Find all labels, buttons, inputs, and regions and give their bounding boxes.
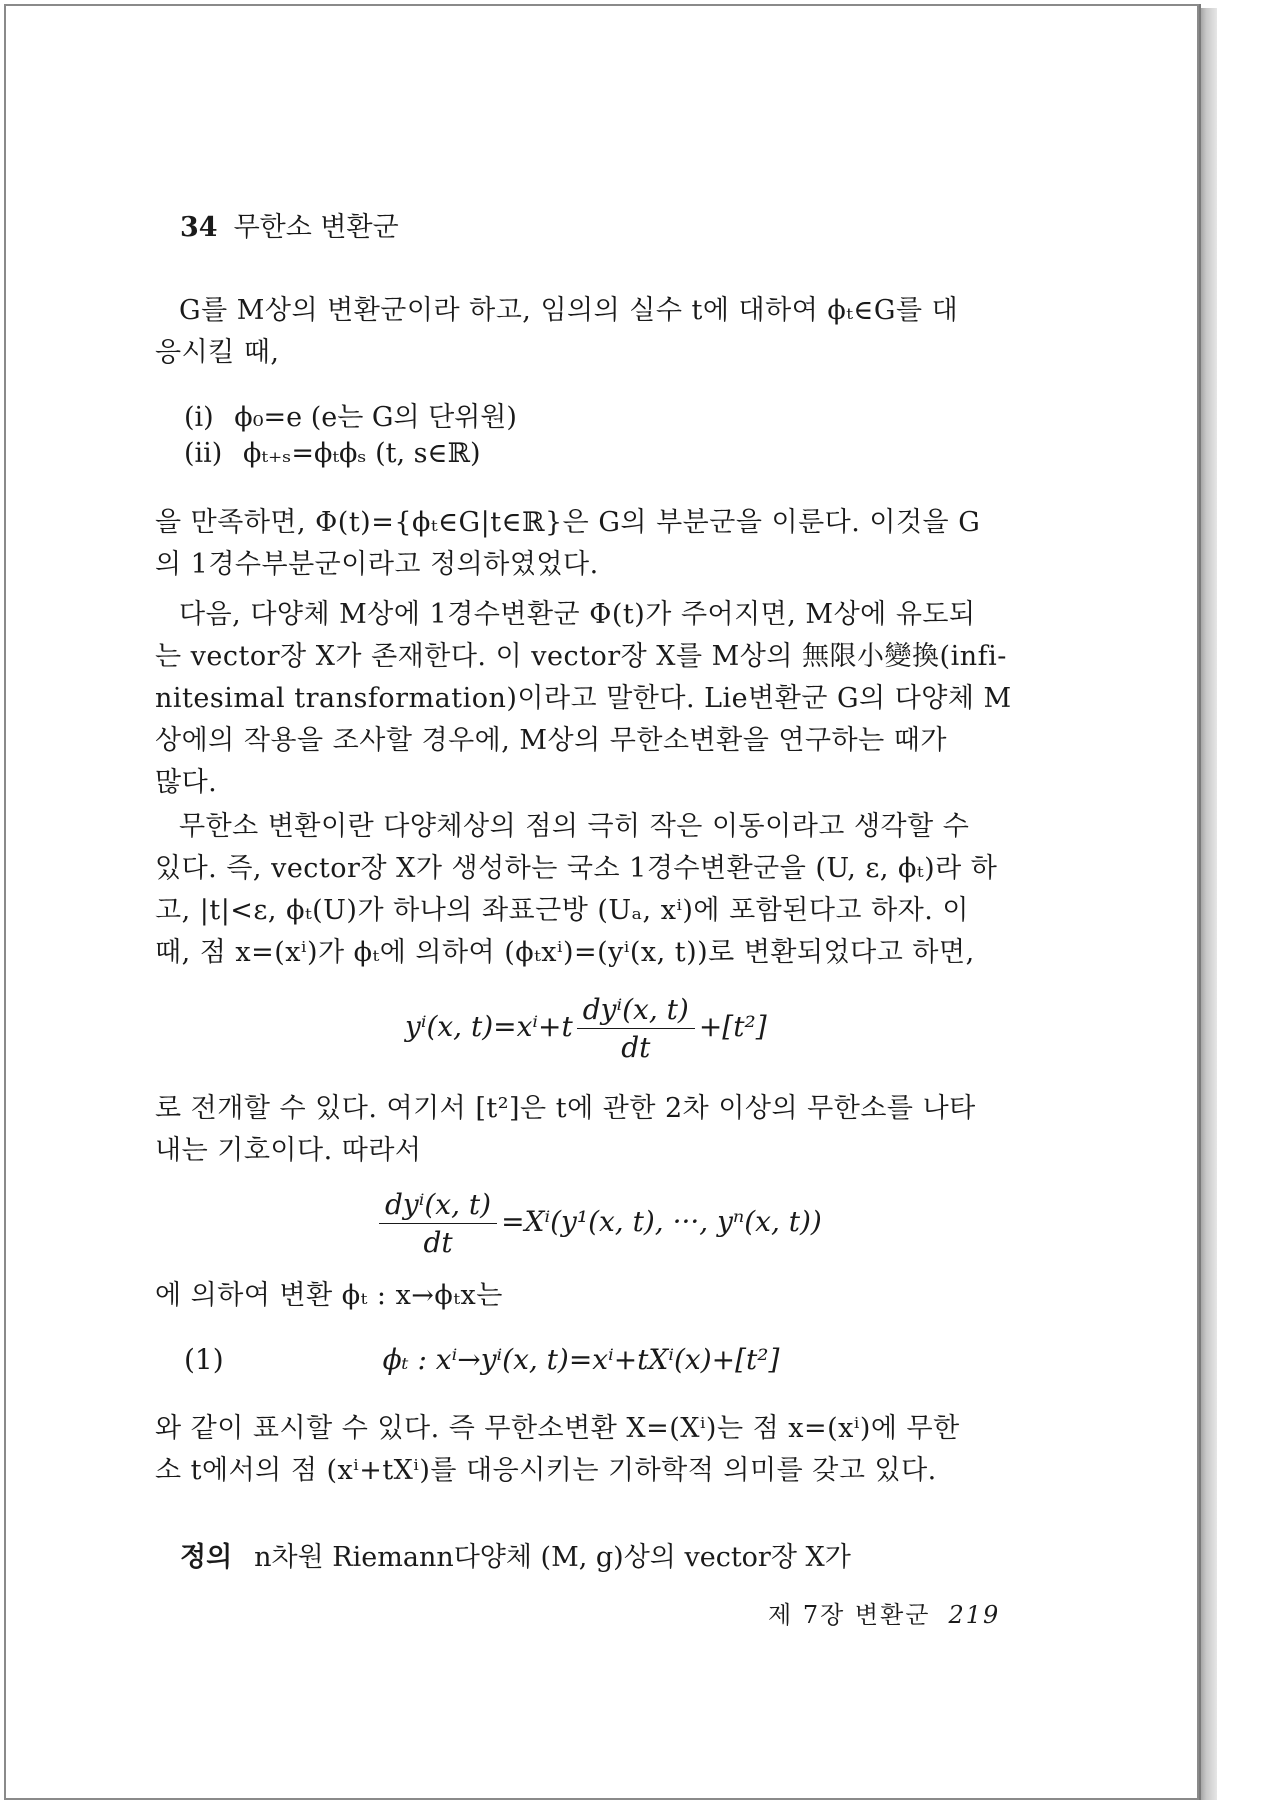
eq-number: (1) — [184, 1343, 224, 1376]
eq-rhs: +[t²] — [698, 1010, 767, 1043]
condition-label: (ii) — [184, 438, 223, 469]
paragraph-3 — [155, 594, 1025, 804]
text-line: 때, 점 x=(xⁱ)가 ϕₜ에 의하여 (ϕₜxⁱ)=(yⁱ(x, t))로 변환되었다고 하면, — [155, 937, 975, 968]
section-number: 34 — [180, 212, 218, 243]
paragraph-5 — [155, 1088, 1025, 1172]
text-line: 많다. — [155, 767, 218, 798]
eq-numerator: dyⁱ(x, t) — [379, 1188, 497, 1224]
eq-lhs: yⁱ(x, t)=xⁱ+t — [405, 1010, 573, 1043]
text-line: 는 vector장 X가 존재한다. 이 vector장 X를 M상의 無限小變換(infi- — [155, 641, 1007, 672]
eq-fraction — [379, 1188, 497, 1259]
text-line: 다음, 다양체 M상에 1경수변환군 Φ(t)가 주어지면, M상에 유도되 — [179, 599, 976, 630]
condition-i — [184, 395, 517, 434]
section-title: 무한소 변환군 — [233, 212, 399, 243]
page-number: 219 — [948, 1601, 1001, 1629]
text-line: 로 전개할 수 있다. 여기서 [t²]은 t에 관한 2차 이상의 무한소를 나타 — [155, 1093, 976, 1124]
text-line: 무한소 변환이란 다양체상의 점의 극히 작은 이동이라고 생각할 수 — [179, 811, 970, 842]
text-line: 에 의하여 변환 ϕₜ : x→ϕₜx는 — [155, 1280, 503, 1311]
eq-denominator: dt — [621, 1031, 651, 1064]
paragraph-7 — [155, 1408, 1025, 1492]
eq-body: ϕₜ : xⁱ→yⁱ(x, t)=xⁱ+tXⁱ(x)+[t²] — [382, 1343, 780, 1376]
eq-denominator: dt — [423, 1226, 453, 1259]
eq-rhs: =Xⁱ(y¹(x, t), ···, yⁿ(x, t)) — [501, 1205, 822, 1238]
text-line: 소 t에서의 점 (xⁱ+tXⁱ)를 대응시키는 기하학적 의미를 갖고 있다. — [155, 1455, 937, 1486]
chapter-title: 제 7장 변환군 — [768, 1601, 931, 1629]
text-line: G를 M상의 변환군이라 하고, 임의의 실수 t에 대하여 ϕₜ∈G를 대 — [179, 295, 959, 326]
text-line: 내는 기호이다. 따라서 — [155, 1135, 422, 1166]
text-line: 상에의 작용을 조사할 경우에, M상의 무한소변환을 연구하는 때가 — [155, 725, 947, 756]
paragraph-6 — [155, 1275, 1025, 1317]
page-edge — [1199, 4, 1201, 1800]
text-line: 을 만족하면, Φ(t)={ϕₜ∈G|t∈ℝ}은 G의 부분군을 이룬다. 이것을 G — [155, 507, 981, 538]
paragraph-1 — [155, 290, 1025, 374]
text-line: 의 1경수부분군이라고 정의하였었다. — [155, 549, 599, 580]
text-line: 와 같이 표시할 수 있다. 즉 무한소변환 X=(Xⁱ)는 점 x=(xⁱ)에 무한 — [155, 1413, 960, 1444]
condition-ii — [184, 438, 480, 469]
equation-derivative — [375, 1188, 822, 1259]
equation-1 — [184, 1343, 779, 1376]
condition-text: ϕₜ₊ₛ=ϕₜϕₛ (t, s∈ℝ) — [242, 438, 481, 469]
text-line: 응시킬 때, — [155, 337, 280, 368]
equation-taylor — [405, 993, 767, 1064]
condition-text: ϕ₀=e (e는 G의 단위원) — [234, 402, 517, 433]
page-footer — [768, 1595, 1000, 1630]
eq-fraction — [577, 993, 695, 1064]
text-line: nitesimal transformation)이라고 말한다. Lie변환군 G의 다양체 M — [155, 683, 1012, 714]
definition-text: n차원 Riemann다양체 (M, g)상의 vector장 X가 — [254, 1542, 851, 1573]
section-heading — [180, 205, 399, 244]
paragraph-4 — [155, 806, 1025, 974]
definition — [180, 1535, 851, 1574]
paragraph-2 — [155, 502, 1025, 586]
condition-label: (i) — [184, 402, 214, 433]
book-spine-shadow — [1199, 8, 1217, 1800]
text-line: 있다. 즉, vector장 X가 생성하는 국소 1경수변환군을 (U, ε, ϕₜ)라 하 — [155, 853, 998, 884]
eq-numerator: dyⁱ(x, t) — [577, 993, 695, 1029]
definition-label: 정의 — [180, 1542, 233, 1573]
text-line: 고, |t|<ε, ϕₜ(U)가 하나의 좌표근방 (Uₐ, xⁱ)에 포함된다고 하자. 이 — [155, 895, 969, 926]
